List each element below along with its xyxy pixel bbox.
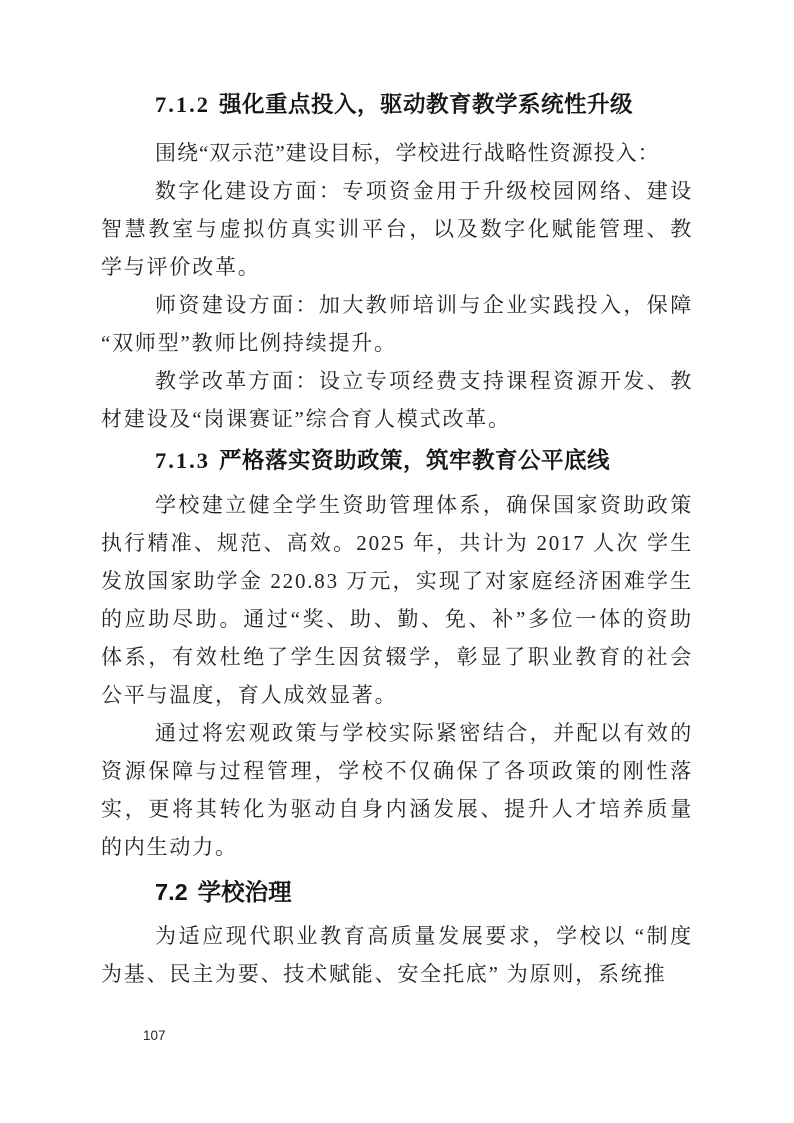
document-content [0, 88, 794, 993]
page-number: 107 [143, 1028, 166, 1043]
section-heading-7-1-3 [101, 444, 693, 478]
paragraph-teaching-reform: 教学改革方面：设立专项经费支持课程资源开发、教材建设及“岗课赛证”综合育人模式改革。 [101, 369, 693, 431]
heading-title: 强化重点投入，驱动教育教学系统性升级 [219, 92, 634, 117]
heading-number: 7.1.3 [155, 448, 210, 473]
paragraph-student-aid: 学校建立健全学生资助管理体系，确保国家资助政策执行精准、规范、高效。2025 年，共计为 2017 人次 学生发放国家助学金 220.83 万元，实现了对家庭经济困难学生的应助尽助。通过“奖、助、勤、免、补”多位一体的资助体系，有效杜绝了学生因贫辍学，彰显了职业教育的社会公平与温度，育人成效显著。 [101, 493, 693, 707]
heading-number: 7.1.2 [155, 92, 210, 117]
paragraph-teacher-construction: 师资建设方面：加大教师培训与企业实践投入，保障“双师型”教师比例持续提升。 [101, 293, 693, 355]
section-heading-7-1-2 [101, 88, 693, 122]
heading-title: 严格落实资助政策，筑牢教育公平底线 [219, 448, 611, 473]
paragraph-governance-intro: 为适应现代职业教育高质量发展要求，学校以 “制度为基、民主为要、技术赋能、安全托底” 为原则，系统推 [101, 924, 693, 986]
paragraph-digital-construction: 数字化建设方面：专项资金用于升级校园网络、建设智慧教室与虚拟仿真实训平台，以及数字化赋能管理、教学与评价改革。 [101, 179, 693, 279]
section-heading-7-2 [101, 874, 693, 911]
paragraph-strategy-intro: 围绕“双示范”建设目标，学校进行战略性资源投入： [155, 141, 660, 165]
heading-title: 学校治理 [197, 880, 292, 906]
heading-number: 7.2 [155, 879, 188, 905]
paragraph-policy-summary: 通过将宏观政策与学校实际紧密结合，并配以有效的资源保障与过程管理，学校不仅确保了各项政策的刚性落实，更将其转化为驱动自身内涵发展、提升人才培养质量的内生动力。 [101, 721, 693, 859]
